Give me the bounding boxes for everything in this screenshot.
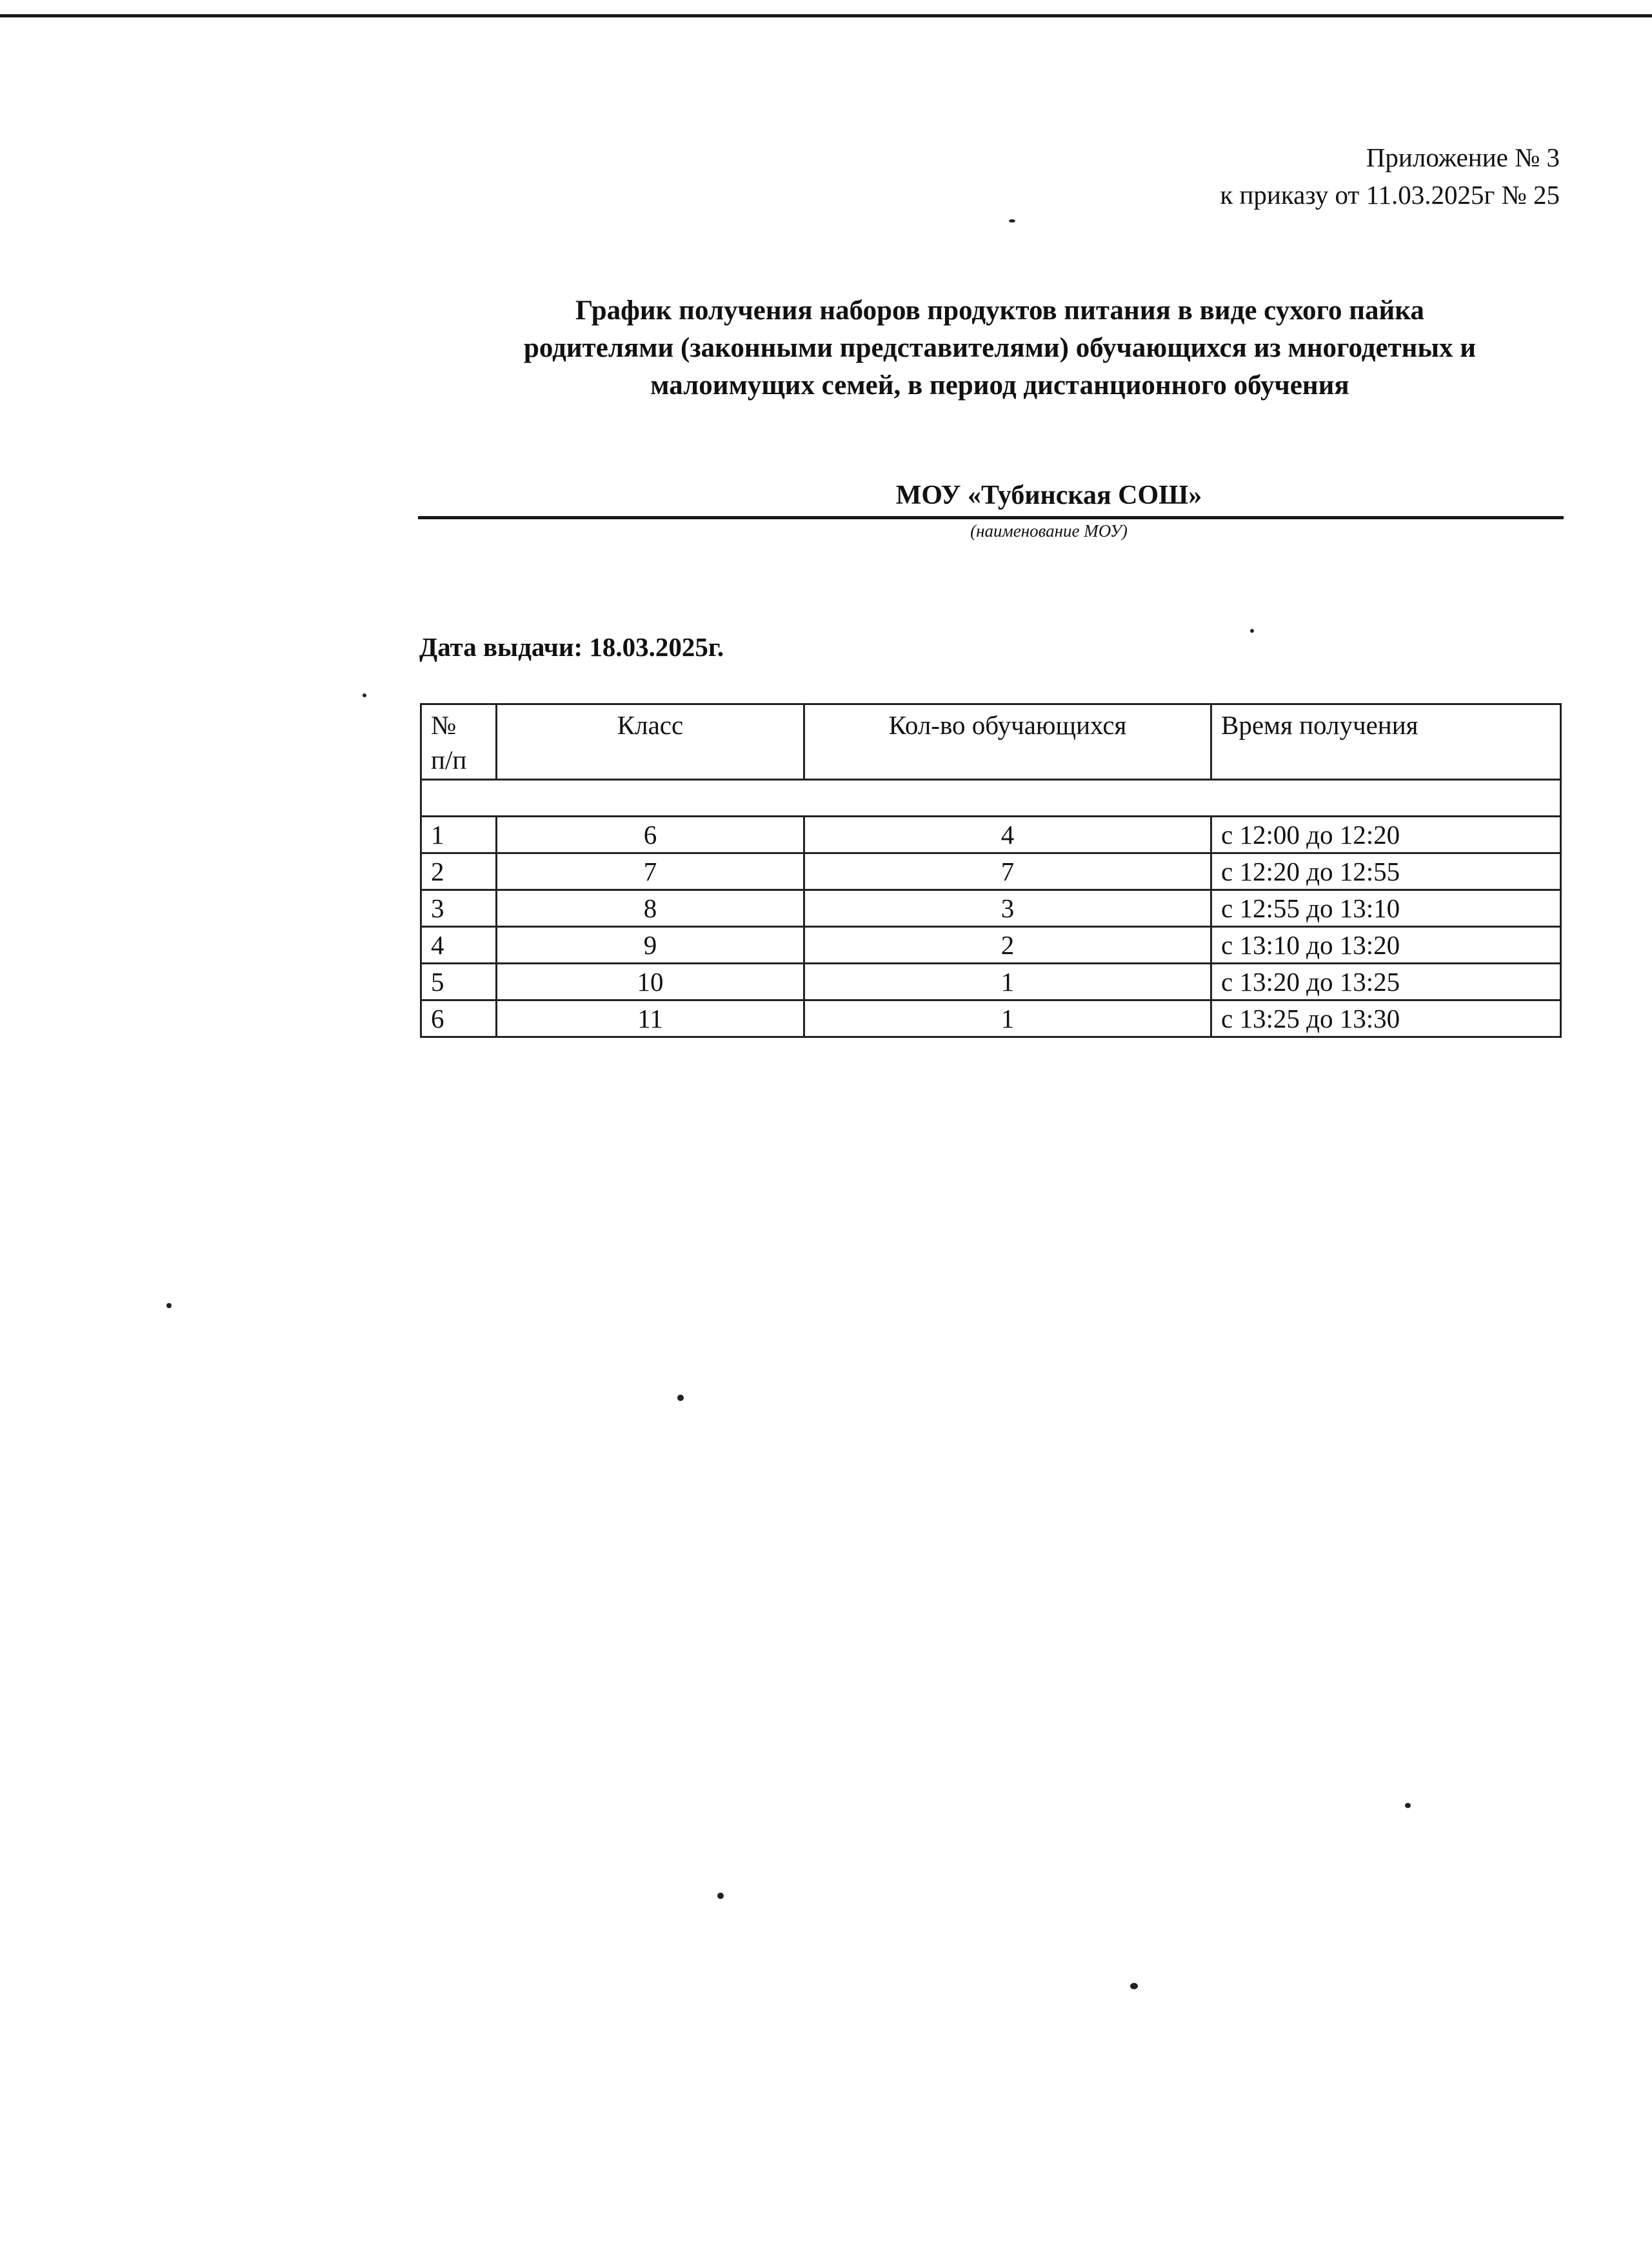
cell-class: 9 bbox=[497, 927, 804, 964]
header-time: Время получения bbox=[1211, 704, 1561, 780]
scan-speck bbox=[717, 1893, 724, 1899]
cell-time: с 12:55 до 13:10 bbox=[1211, 890, 1561, 927]
cell-count: 7 bbox=[804, 853, 1211, 890]
header-number-line1: № bbox=[431, 710, 457, 740]
title-line-3: малоимущих семей, в период дистанционного обучения bbox=[650, 370, 1349, 401]
cell-time: с 13:20 до 13:25 bbox=[1211, 964, 1561, 1000]
issue-date: Дата выдачи: 18.03.2025г. bbox=[419, 632, 724, 662]
cell-time: с 12:00 до 12:20 bbox=[1211, 817, 1561, 853]
cell-class: 6 bbox=[497, 817, 804, 853]
cell-count: 2 bbox=[804, 927, 1211, 964]
appendix-number: Приложение № 3 bbox=[1366, 143, 1560, 172]
scan-speck bbox=[1405, 1803, 1411, 1808]
document-title bbox=[413, 292, 1587, 404]
title-line-2: родителями (законными представителями) обучающихся из многодетных и bbox=[523, 333, 1477, 363]
cell-number: 5 bbox=[421, 964, 497, 1000]
cell-time: с 13:10 до 13:20 bbox=[1211, 927, 1561, 964]
header-class: Класс bbox=[497, 704, 804, 780]
cell-number: 6 bbox=[421, 1000, 497, 1037]
organization-name: МОУ «Тубинская СОШ» bbox=[418, 477, 1564, 519]
cell-class: 11 bbox=[497, 1000, 804, 1037]
scan-top-edge-line bbox=[0, 14, 1652, 17]
header-number-line2: п/п bbox=[431, 745, 467, 775]
scan-speck bbox=[166, 1303, 172, 1308]
cell-count: 1 bbox=[804, 964, 1211, 1000]
scan-speck bbox=[1009, 219, 1015, 223]
header-number bbox=[421, 704, 497, 780]
table-row bbox=[421, 890, 1561, 927]
scan-speck bbox=[677, 1395, 684, 1401]
cell-number: 1 bbox=[421, 817, 497, 853]
cell-class: 7 bbox=[497, 853, 804, 890]
schedule-table bbox=[420, 703, 1562, 1038]
cell-time: с 12:20 до 12:55 bbox=[1211, 853, 1561, 890]
cell-number: 3 bbox=[421, 890, 497, 927]
table-row bbox=[421, 817, 1561, 853]
cell-number: 4 bbox=[421, 927, 497, 964]
cell-class: 10 bbox=[497, 964, 804, 1000]
organization-block bbox=[418, 477, 1564, 542]
title-line-1: График получения наборов продуктов питания в виде сухого пайка bbox=[575, 295, 1424, 326]
scan-speck bbox=[1130, 1983, 1138, 1989]
table-row bbox=[421, 1000, 1561, 1037]
table-row bbox=[421, 964, 1561, 1000]
cell-number: 2 bbox=[421, 853, 497, 890]
header-count: Кол-во обучающихся bbox=[804, 704, 1211, 780]
cell-count: 1 bbox=[804, 1000, 1211, 1037]
table-row bbox=[421, 927, 1561, 964]
appendix-reference bbox=[1220, 139, 1560, 214]
cell-count: 4 bbox=[804, 817, 1211, 853]
table-row bbox=[421, 853, 1561, 890]
cell-class: 8 bbox=[497, 890, 804, 927]
scan-speck bbox=[363, 693, 366, 697]
cell-count: 3 bbox=[804, 890, 1211, 927]
table-empty-row bbox=[421, 780, 1561, 817]
organization-caption: (наименование МОУ) bbox=[970, 521, 1128, 541]
scan-speck bbox=[1250, 629, 1254, 633]
appendix-order-reference: к приказу от 11.03.2025г № 25 bbox=[1220, 180, 1560, 210]
cell-time: с 13:25 до 13:30 bbox=[1211, 1000, 1561, 1037]
empty-cell bbox=[421, 780, 1561, 817]
table-header-row bbox=[421, 704, 1561, 780]
